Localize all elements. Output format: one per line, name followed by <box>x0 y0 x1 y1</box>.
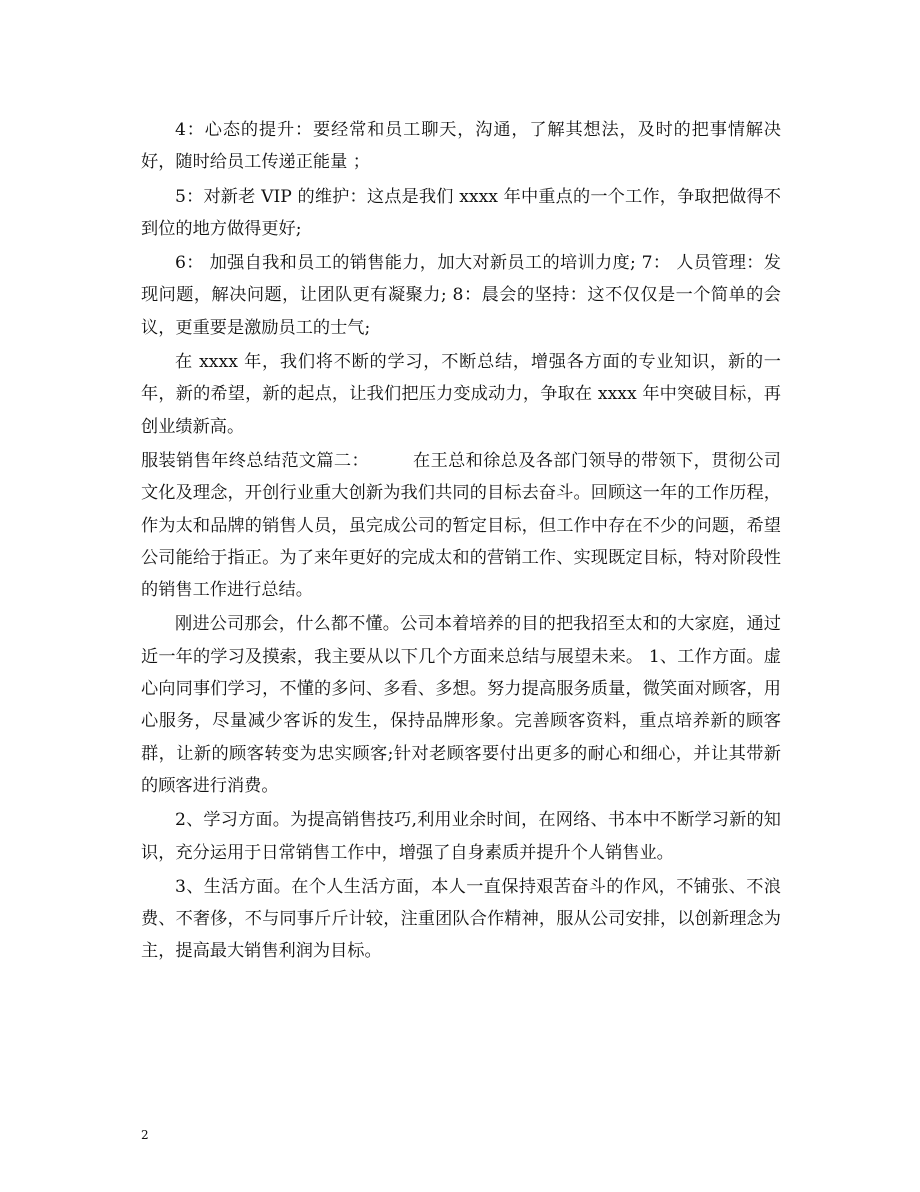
paragraph-vip-maintenance: 5：对新老 VIP 的维护：这点是我们 xxxx 年中重点的一个工作，争取把做得不到位的地方做得更好; <box>141 186 781 239</box>
paragraph-new-year-goals: 在 xxxx 年，我们将不断的学习，不断总结，增强各方面的专业知识，新的一年，新的希望，新的起点，让我们把压力变成动力，争取在 xxxx 年中突破目标，再创业绩新高。 <box>141 352 781 437</box>
paragraph-article-two-intro: 服装销售年终总结范文篇二： 在王总和徐总及各部门领导的带领下，贯彻公司文化及理念，开创行业重大创新为我们共同的目标去奋斗。回顾这一年的工作历程，作为太和品牌的销售人员，虽完成公司的暂定目标，但工作中存在不少的问题，希望公司能给于指正。为了来年更好的完成太和的营销工作、实现既定目标，特对阶段性的销售工作进行总结。 <box>141 450 781 601</box>
paragraph-sales-ability: 6： 加强自我和员工的销售能力，加大对新员工的培训力度; 7： 人员管理：发现问题，解决问题，让团队更有凝聚力; 8：晨会的坚持：这不仅仅是一个简单的会议，更重要是激励员工的士气; <box>141 253 781 338</box>
paragraph-mindset: 4：心态的提升：要经常和员工聊天，沟通，了解其想法，及时的把事情解决好，随时给员工传递正能量 ； <box>141 120 781 173</box>
paragraph-life-aspect: 3、生活方面。在个人生活方面，本人一直保持艰苦奋斗的作风，不铺张、不浪费、不奢侈，不与同事斤斤计较，注重团队合作精神，服从公司安排，以创新理念为主，提高最大销售利润为目标。 <box>141 876 781 962</box>
page-number: 2 <box>141 1128 149 1142</box>
paragraph-work-aspect: 刚进公司那会，什么都不懂。公司本着培养的目的把我招至太和的大家庭，通过近一年的学习及摸索，我主要从以下几个方面来总结与展望未来。 1、工作方面。虚心向同事们学习，不懂的多问、多看、多想。努力提高服务质量，微笑面对顾客，用心服务，尽量减少客诉的发生，保持品牌形象。完善顾客资料，重点培养新的顾客群，让新的顾客转变为忠实顾客;针对老顾客要付出更多的耐心和细心，并让其带新的顾客进行消费。 <box>141 614 781 796</box>
paragraph-study-aspect: 2、学习方面。为提高销售技巧,利用业余时间，在网络、书本中不断学习新的知识，充分运用于日常销售工作中，增强了自身素质并提升个人销售业。 <box>141 810 781 863</box>
document-body <box>141 114 781 968</box>
